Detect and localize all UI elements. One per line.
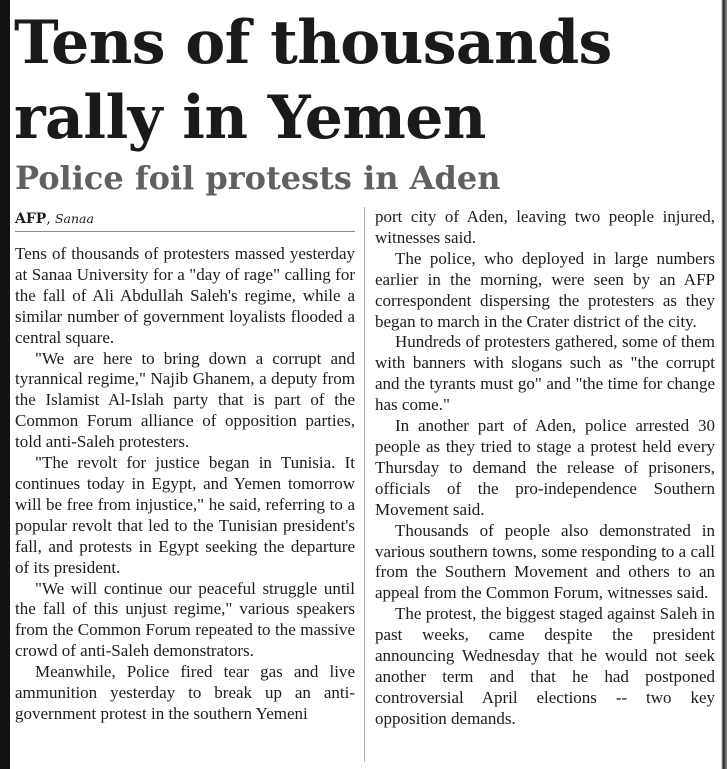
paragraph: The police, who deployed in large numbers earlier in the morning, were seen by an AFP correspondent dispersing the protesters as they began to march in the Crater district of the city. [375, 248, 715, 331]
column-divider [364, 207, 365, 762]
headline: Tens of thousands rally in Yemen [14, 8, 612, 153]
left-border-bar [0, 0, 10, 769]
byline-place: Sanaa [54, 211, 94, 226]
byline-separator: , [46, 211, 55, 227]
paragraph: Tens of thousands of protesters massed yesterday at Sanaa University for a "day of rage" calling for the fall of Ali Abdullah Saleh's regime, while a similar number of government loyalists flooded a central square. [15, 244, 355, 347]
paragraph: "We will continue our peaceful struggle until the fall of this unjust regime," various speakers from the Common Forum repeated to the massive crowd of anti-Saleh demonstrators. [15, 578, 355, 661]
paragraph: "The revolt for justice began in Tunisia. It continues today in Egypt, and Yemen tomorrow will be free from injustice," he said, referring to a popular revolt that led to the Tunisian president's fall, and protests in Egypt seeking the departure of its president. [15, 453, 355, 577]
paragraph-continued: port city of Aden, leaving two people injured, witnesses said. [375, 207, 715, 247]
paragraph: Thousands of people also demonstrated in various southern towns, some responding to a call from the Southern Movement and others to an appeal from the Common Forum, witnesses said. [375, 520, 715, 603]
article-column-1 [15, 0, 355, 769]
byline-agency: AFP [15, 211, 47, 227]
subheadline: Police foil protests in Aden [15, 159, 501, 197]
article-column-2 [375, 0, 715, 769]
paragraph: In another part of Aden, police arrested 30 people as they tried to stage a protest held every Thursday to demand the release of prisoners, officials of the pro-independence Southern Movement said. [375, 416, 715, 519]
paragraph: The protest, the biggest staged against Saleh in past weeks, came despite the president announcing Wednesday that he would not seek another term and that he had postponed controversial April elections -- two key opposition demands. [375, 604, 715, 728]
paragraph: "We are here to bring down a corrupt and tyrannical regime," Najib Ghanem, a deputy from the Islamist Al-Islah party that is part of the Common Forum alliance of opposition parties, told anti-Saleh protesters. [15, 348, 355, 452]
paragraph: Hundreds of protesters gathered, some of them with banners with slogans such as "the corrupt and the tyrants must go" and "the time for change has come." [375, 332, 715, 415]
paragraph: Meanwhile, Police fired tear gas and live ammunition yesterday to break up an anti-government protest in the southern Yemeni [15, 662, 355, 723]
